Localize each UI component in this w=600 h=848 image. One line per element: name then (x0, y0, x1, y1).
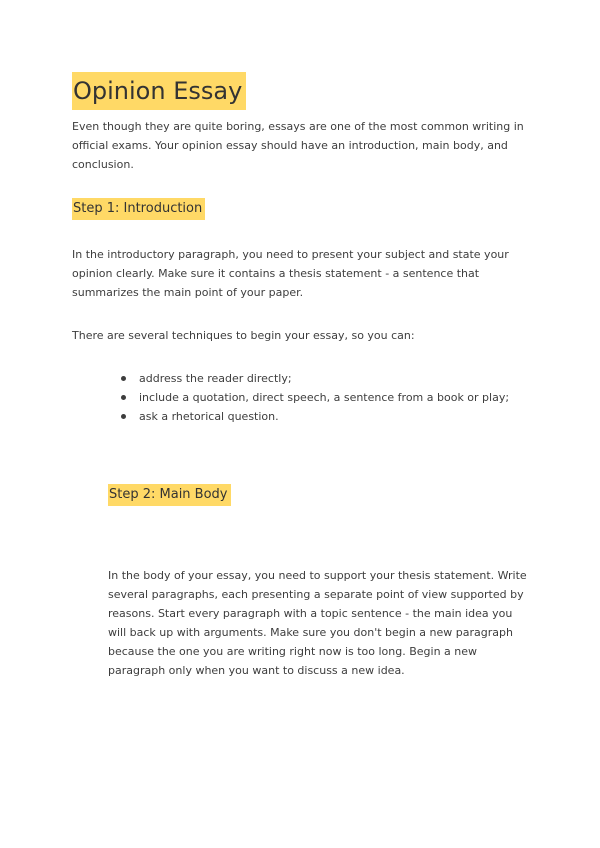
list-item (120, 388, 509, 407)
techniques-intro: There are several techniques to begin your essay, so you can: (72, 329, 415, 342)
list-item-text: address the reader directly; (139, 372, 292, 385)
bullet-icon (121, 376, 126, 381)
techniques-list (120, 369, 509, 426)
step2-paragraph: In the body of your essay, you need to support your thesis statement. Write several paragraphs, each presenting a separate point of view supported by reasons. Start every paragraph with a topic sentence - the main idea you will back up with arguments. Make sure you don't begin a new paragraph because the one you are writing right now is too long. Begin a new paragraph only when you want to discuss a new idea. (108, 569, 527, 677)
intro-paragraph: Even though they are quite boring, essays are one of the most common writing in official exams. Your opinion essay should have an introduction, main body, and conclusion. (72, 120, 524, 171)
list-item-text: ask a rhetorical question. (139, 410, 279, 423)
step1-paragraph: In the introductory paragraph, you need to present your subject and state your opinion clearly. Make sure it contains a thesis statement - a sentence that summarizes the main point of your paper. (72, 248, 509, 299)
page-title: Opinion Essay (72, 72, 246, 110)
list-item (120, 369, 509, 388)
step2-heading: Step 2: Main Body (108, 484, 231, 506)
step1-heading: Step 1: Introduction (72, 198, 205, 220)
list-item-text: include a quotation, direct speech, a sentence from a book or play; (139, 391, 510, 404)
bullet-icon (121, 395, 126, 400)
list-item (120, 407, 509, 426)
bullet-icon (121, 414, 126, 419)
